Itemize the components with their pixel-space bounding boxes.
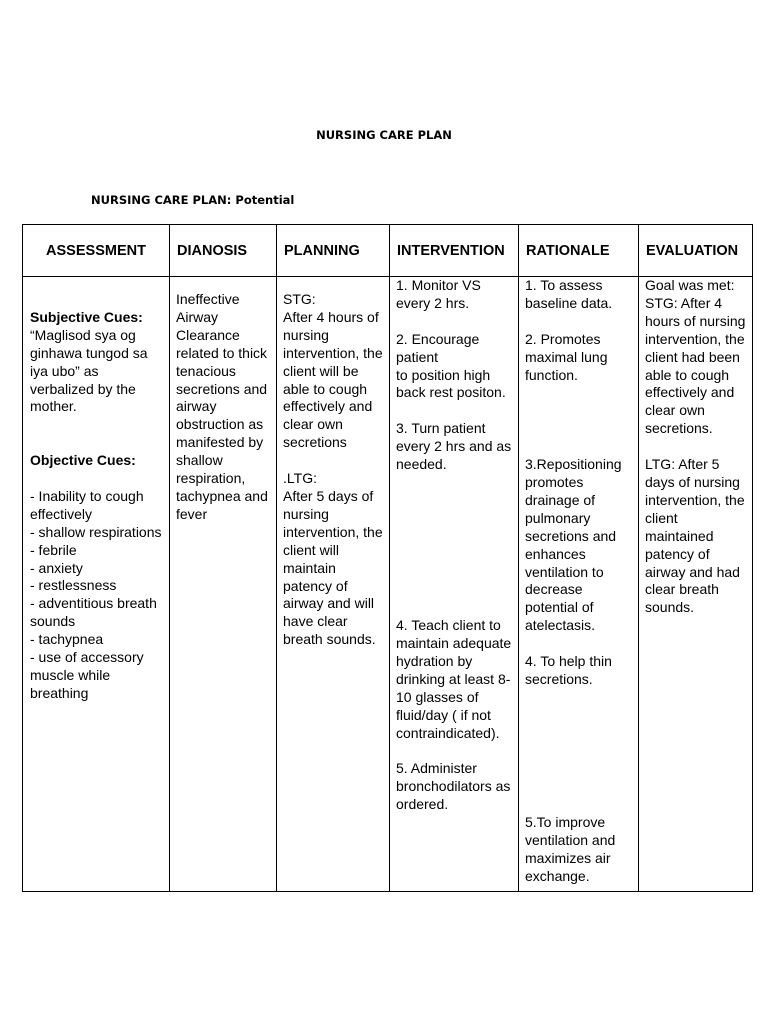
header-intervention: INTERVENTION xyxy=(390,225,519,277)
table-row xyxy=(23,277,753,892)
diagnosis-cell: Ineffective Airway Clearance related to thick tenacious secretions and airway obstruction as manifested by shallow respiration, tachypnea and fever xyxy=(170,277,277,892)
planning-cell: STG: After 4 hours of nursing intervention, the client will be able to cough effectively and clear own secretions .LTG: After 5 days of nursing intervention, the client will maintain patency of airway and will have clear breath sounds. xyxy=(277,277,390,892)
intervention-cell: 1. Monitor VS every 2 hrs. 2. Encourage patient to position high back rest positon. 3. Turn patient every 2 hrs and as needed. 4. Teach client to maintain adequate hydration by drinking at least 8-10 glasses of fluid/day ( if not contraindicated). 5. Administer bronchodilators as ordered. xyxy=(390,277,519,892)
assessment-cell xyxy=(23,277,170,892)
document-subtitle: NURSING CARE PLAN: Potential xyxy=(91,193,295,207)
table-header-row xyxy=(23,225,753,277)
objective-cues-label: Objective Cues: xyxy=(30,452,136,469)
header-planning: PLANNING xyxy=(277,225,390,277)
evaluation-cell: Goal was met: STG: After 4 hours of nursing intervention, the client had been able to cough effectively and clear own secretions. LTG: After 5 days of nursing intervention, the client maintained patency of airway and had clear breath sounds. xyxy=(639,277,753,892)
nursing-care-plan-table xyxy=(22,224,753,892)
header-rationale: RATIONALE xyxy=(519,225,639,277)
document-title: NURSING CARE PLAN xyxy=(316,128,452,142)
header-evaluation: EVALUATION xyxy=(639,225,753,277)
objective-cues-text: - Inability to cough effectively - shallow respirations - febrile - anxiety - restlessness - adventitious breath sounds - tachypnea - use of accessory muscle while breathing xyxy=(30,487,162,701)
subjective-cues-label: Subjective Cues: xyxy=(30,308,143,325)
header-assessment: ASSESSMENT xyxy=(23,225,170,277)
header-diagnosis: DIANOSIS xyxy=(170,225,277,277)
rationale-cell: 1. To assess baseline data. 2. Promotes maximal lung function. 3.Repositioning promotes drainage of pulmonary secretions and enhances ventilation to decrease potential of atelectasis. 4. To help thin secretions. 5.To improve ventilation and maximizes air exchange. xyxy=(519,277,639,892)
subjective-cues-text: “Maglisod sya og ginhawa tungod sa iya ubo” as verbalized by the mother. xyxy=(30,326,148,415)
